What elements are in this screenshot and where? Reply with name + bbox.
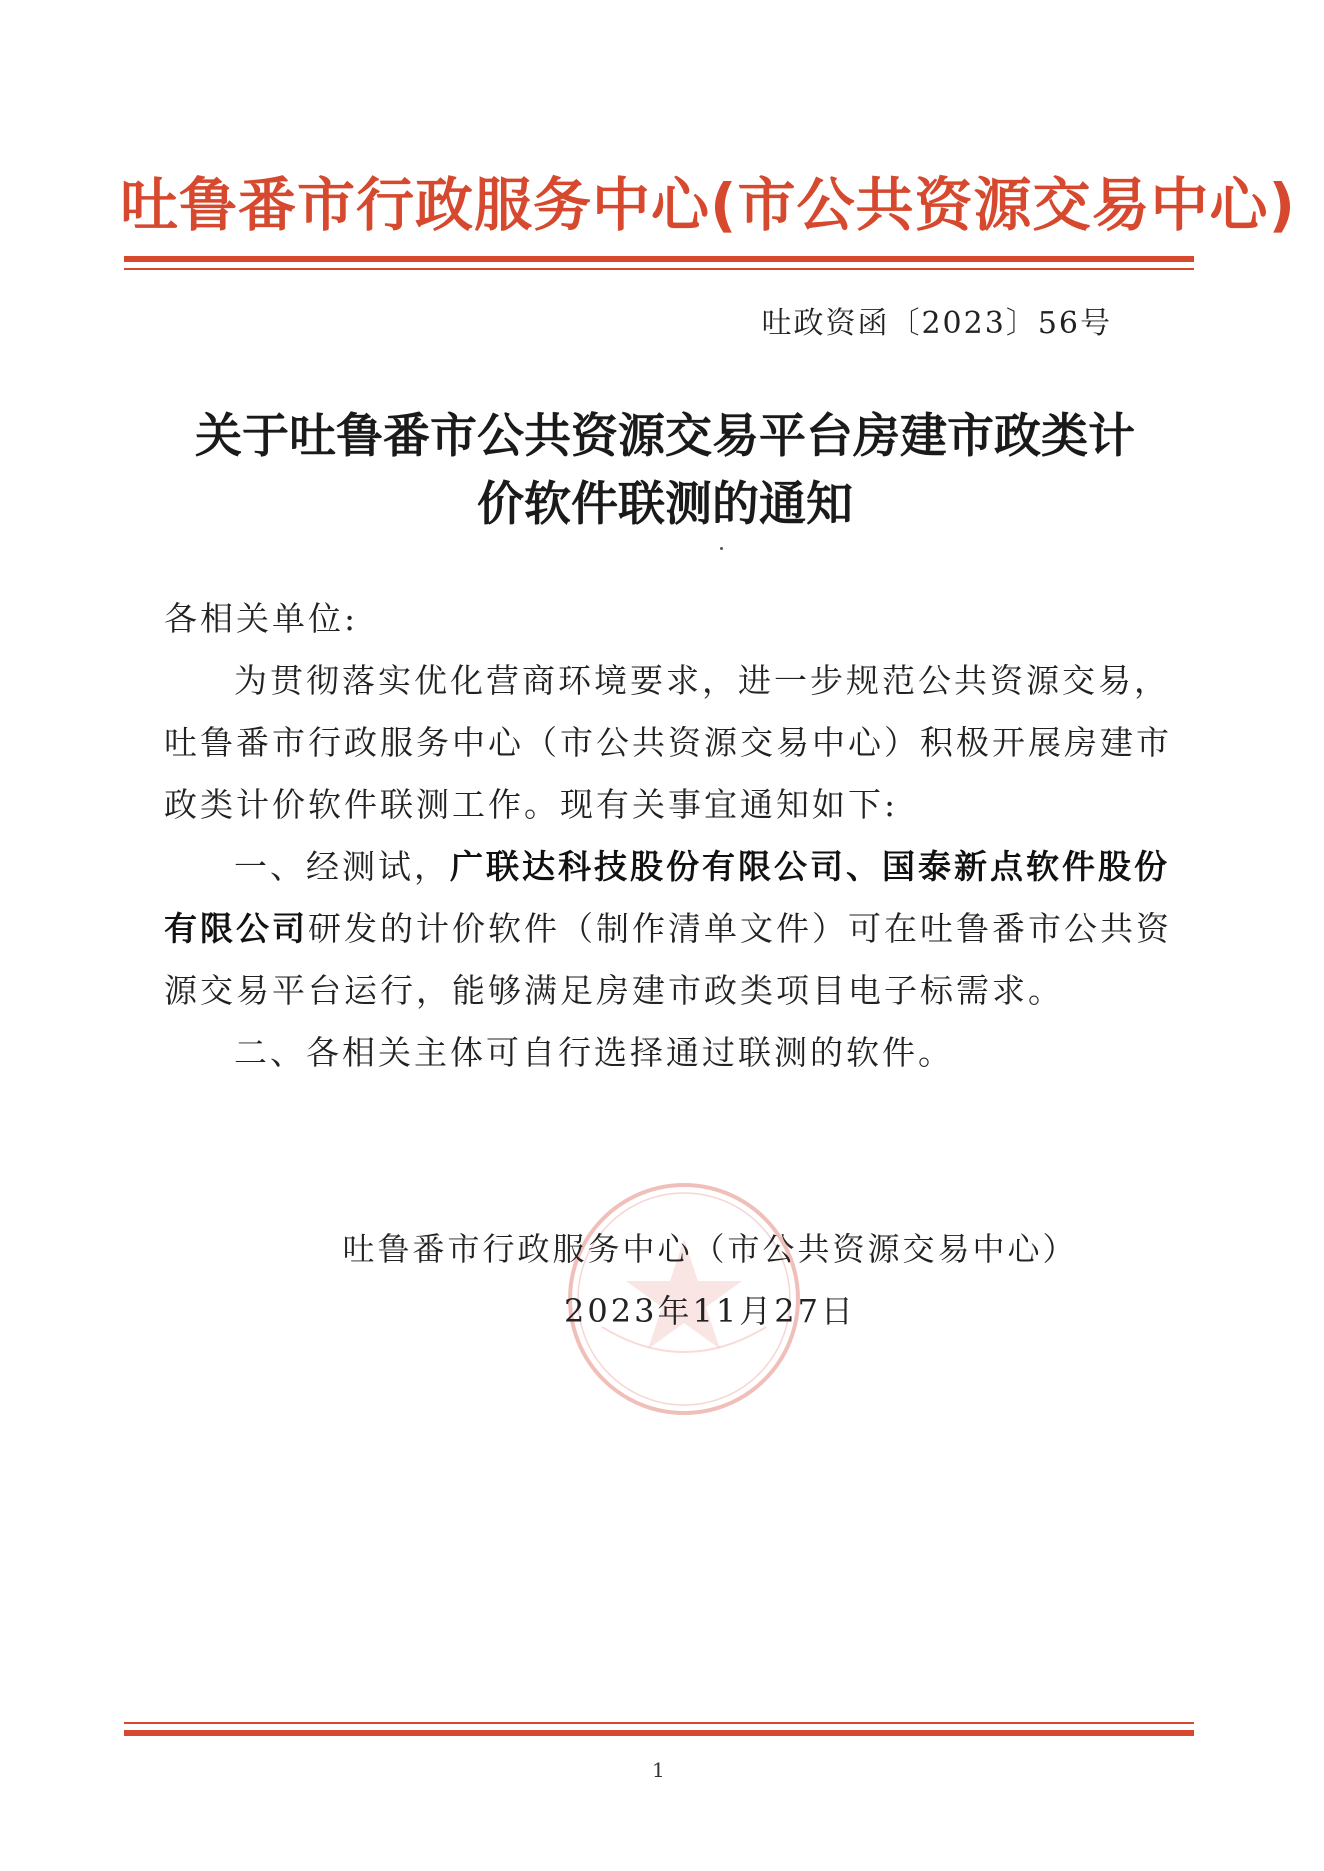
item-1-prefix: 一、经测试，	[234, 847, 450, 886]
signature-organization: 吐鲁番市行政服务中心（市公共资源交易中心）	[342, 1230, 1078, 1268]
paragraph-1-line-2: 吐鲁番市行政服务中心（市公共资源交易中心）积极开展房建市	[164, 723, 1172, 762]
footer-rule-thick	[124, 1730, 1194, 1736]
notice-title	[120, 403, 1210, 539]
item-1-line-3: 源交易平台运行，能够满足房建市政类项目电子标需求。	[164, 971, 1064, 1010]
letterhead-rule-thin	[124, 268, 1194, 270]
item-1-company-suffix: 有限公司	[164, 909, 308, 948]
salutation: 各相关单位:	[164, 599, 359, 638]
scan-speck	[720, 547, 723, 550]
notice-title-line-1: 关于吐鲁番市公共资源交易平台房建市政类计	[195, 409, 1135, 464]
item-1-companies: 广联达科技股份有限公司、国泰新点软件股份	[450, 847, 1170, 886]
signature-date: 2023年11月27日	[564, 1292, 856, 1330]
notice-title-line-2: 价软件联测的通知	[477, 477, 853, 532]
item-1-line-2-rest: 研发的计价软件（制作清单文件）可在吐鲁番市公共资	[308, 909, 1172, 948]
letterhead-title: 吐鲁番市行政服务中心(市公共资源交易中心)	[120, 171, 1297, 239]
item-1-line-1	[234, 836, 1170, 898]
paragraph-1-line-3: 政类计价软件联测工作。现有关事宜通知如下:	[164, 785, 899, 824]
document-number: 吐政资函〔2023〕56号	[761, 306, 1112, 341]
item-1-line-2	[164, 898, 1172, 960]
letterhead-rule-thick	[124, 256, 1194, 262]
page-number: 1	[652, 1758, 665, 1782]
item-2: 二、各相关主体可自行选择通过联测的软件。	[234, 1033, 954, 1072]
footer-rule-thin	[124, 1722, 1194, 1724]
paragraph-1-line-1: 为贯彻落实优化营商环境要求，进一步规范公共资源交易，	[234, 661, 1170, 700]
